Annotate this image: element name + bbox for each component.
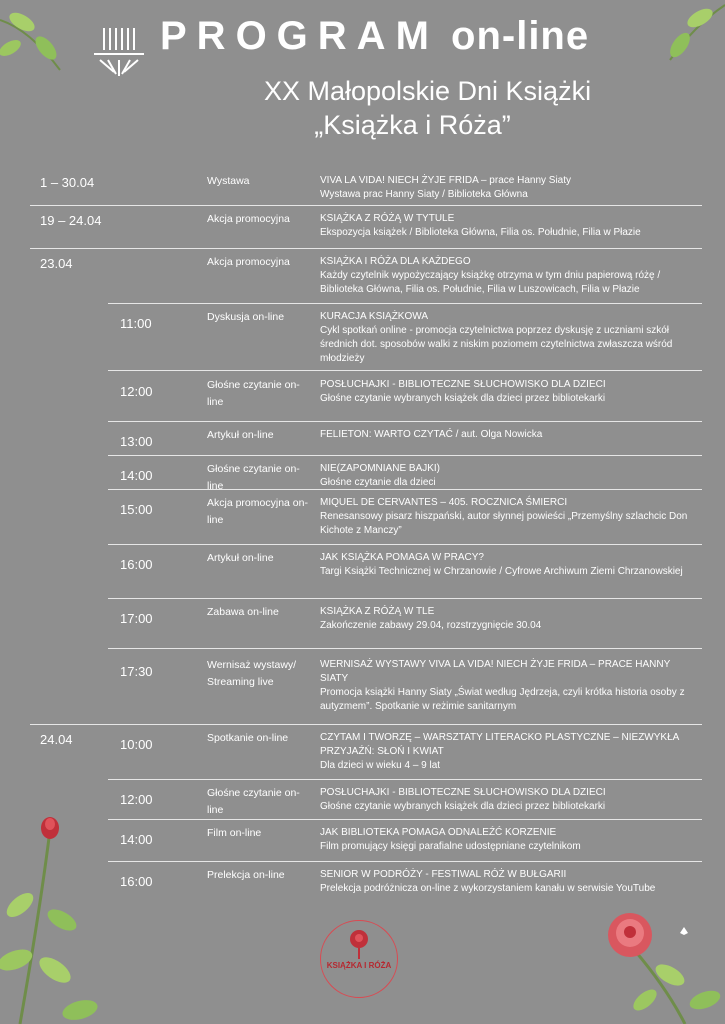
event-type: Dyskusja on-line xyxy=(207,311,285,323)
event-time: 17:00 xyxy=(120,611,153,626)
event-title: SENIOR W PODRÓŻY - FESTIWAL RÓŻ W BUŁGARII xyxy=(320,869,567,880)
event-time: 17:30 xyxy=(120,664,153,679)
row-divider xyxy=(108,421,702,422)
event-type: Artykuł on-line xyxy=(207,429,274,441)
event-type: Artykuł on-line xyxy=(207,552,274,564)
event-title: JAK BIBLIOTEKA POMAGA ODNALEŹĆ KORZENIE xyxy=(320,827,557,838)
rose-icon xyxy=(321,923,397,963)
event-date: 23.04 xyxy=(40,256,73,271)
event-details: Promocja książki Hanny Siaty „Świat według Jędrzeja, czyli krótka historia osoby z autyzmem”. Spotkanie w reżimie sanitarnym xyxy=(320,687,685,712)
event-time: 13:00 xyxy=(120,434,153,449)
event-description xyxy=(320,605,700,633)
event-description xyxy=(320,378,700,406)
event-title: FELIETON: WARTO CZYTAĆ / aut. Olga Nowicka xyxy=(320,429,543,440)
event-description xyxy=(320,174,700,202)
event-details: Ekspozycja książek / Biblioteka Główna, Filia os. Południe, Filia w Płazie xyxy=(320,227,641,238)
event-description xyxy=(320,786,700,814)
row-divider xyxy=(30,724,702,725)
event-type: Prelekcja on-line xyxy=(207,869,285,881)
event-details: Głośne czytanie wybranych książek dla dzieci przez bibliotekarki xyxy=(320,801,606,812)
event-type: Wystawa xyxy=(207,175,250,187)
event-date: 19 – 24.04 xyxy=(40,213,102,228)
event-time: 16:00 xyxy=(120,557,153,572)
event-title: NIE(ZAPOMNIANE BAJKI) xyxy=(320,463,441,474)
event-type: Głośne czytanie on-line xyxy=(207,787,300,816)
event-description xyxy=(320,310,700,366)
event-description xyxy=(320,428,700,442)
page-title xyxy=(160,14,589,59)
rose-decoration-right xyxy=(595,905,725,1024)
event-date: 24.04 xyxy=(40,732,73,747)
row-divider xyxy=(108,819,702,820)
event-description xyxy=(320,255,700,297)
event-time: 11:00 xyxy=(120,316,152,331)
event-title: KSIĄŻKA Z RÓŻĄ W TLE xyxy=(320,606,435,617)
event-time: 16:00 xyxy=(120,874,153,889)
event-time: 12:00 xyxy=(120,384,153,399)
event-title: POSŁUCHAJKI - BIBLIOTECZNE SŁUCHOWISKO DLA DZIECI xyxy=(320,787,606,798)
event-type: Film on-line xyxy=(207,827,262,839)
event-title: JAK KSIĄŻKA POMAGA W PRACY? xyxy=(320,552,484,563)
event-type: Głośne czytanie on-line xyxy=(207,379,300,408)
leaf-decoration-top-left xyxy=(0,0,80,80)
event-details: Zakończenie zabawy 29.04, rozstrzygnięcie 30.04 xyxy=(320,620,542,631)
library-logo-icon xyxy=(90,24,148,82)
event-type: Akcja promocyjna on-line xyxy=(207,497,308,526)
logo-text: KSIĄŻKA I RÓŻA xyxy=(326,961,392,970)
leaf-decoration-top-right xyxy=(655,0,725,70)
event-title: POSŁUCHAJKI - BIBLIOTECZNE SŁUCHOWISKO DLA DZIECI xyxy=(320,379,606,390)
event-description xyxy=(320,551,700,579)
event-time: 15:00 xyxy=(120,502,153,517)
row-divider xyxy=(108,544,702,545)
event-details: Cykl spotkań online - promocja czytelnictwa poprzez dyskusję z uczniami szkół średnich dot. sposobów walki z niskim poziomem czytelnictwa zwłaszcza wśród młodzieży xyxy=(320,325,673,364)
event-description xyxy=(320,731,700,773)
subtitle-event: XX Małopolskie Dni Książki xyxy=(263,76,592,106)
event-details: Dla dzieci w wieku 4 – 9 lat xyxy=(320,760,441,771)
event-time: 14:00 xyxy=(120,832,153,847)
event-title: WERNISAŻ WYSTAWY VIVA LA VIDA! NIECH ŻYJE FRIDA – PRACE HANNY SIATY xyxy=(320,659,671,684)
event-details: Głośne czytanie dla dzieci xyxy=(320,477,436,488)
row-divider xyxy=(108,370,702,371)
event-description xyxy=(320,658,700,714)
row-divider xyxy=(108,648,702,649)
rose-decoration-left xyxy=(0,810,110,1024)
event-description xyxy=(320,212,700,240)
event-details: Wystawa prac Hanny Siaty / Biblioteka Główna xyxy=(320,189,528,200)
event-details: Renesansowy pisarz hiszpański, autor słynnej powieści „Przemyślny szlachcic Don Kichote z Manczy” xyxy=(320,511,688,536)
event-title: MIQUEL DE CERVANTES – 405. ROCZNICA ŚMIERCI xyxy=(320,497,568,508)
event-details: Prelekcja podróżnicza on-line z wykorzystaniem kanału w serwisie YouTube xyxy=(320,883,656,894)
title-online: on-line xyxy=(451,14,590,58)
event-details: Film promujący księgi parafialne udostępniane czytelnikom xyxy=(320,841,581,852)
row-divider xyxy=(30,248,702,249)
row-divider xyxy=(108,861,702,862)
event-type: Spotkanie on-line xyxy=(207,732,289,744)
book-and-rose-logo xyxy=(320,920,398,998)
event-details: Targi Książki Technicznej w Chrzanowie / Cyfrowe Archiwum Ziemi Chrzanowskiej xyxy=(320,566,683,577)
row-divider xyxy=(30,205,702,206)
title-program: PROGRAM xyxy=(160,14,439,58)
event-type: Zabawa on-line xyxy=(207,606,279,618)
event-date: 1 – 30.04 xyxy=(40,175,95,190)
event-type: Głośne czytanie on-line xyxy=(207,463,300,492)
event-title: VIVA LA VIDA! NIECH ŻYJE FRIDA – prace Hanny Siaty xyxy=(320,175,572,186)
event-description xyxy=(320,826,700,854)
event-type: Wernisaż wystawy/ Streaming live xyxy=(207,659,297,688)
row-divider xyxy=(108,303,702,304)
event-time: 14:00 xyxy=(120,468,153,483)
event-title: CZYTAM I TWORZĘ – WARSZTATY LITERACKO PLASTYCZNE – NIEZWYKŁA PRZYJAŹŃ: SŁOŃ I KWIAT xyxy=(320,732,679,757)
event-type: Akcja promocyjna xyxy=(207,213,290,225)
event-type: Akcja promocyjna xyxy=(207,256,290,268)
row-divider xyxy=(108,779,702,780)
subtitle-motto: „Książka i Róża” xyxy=(314,110,511,140)
event-details: Głośne czytanie wybranych książek dla dzieci przez bibliotekarki xyxy=(320,393,606,404)
event-title: KSIĄŻKA Z RÓŻĄ W TYTULE xyxy=(320,213,455,224)
row-divider xyxy=(108,455,702,456)
row-divider xyxy=(108,598,702,599)
event-description xyxy=(320,462,700,490)
event-title: KSIĄŻKA I RÓŻA DLA KAŻDEGO xyxy=(320,256,471,267)
event-title: KURACJA KSIĄŻKOWA xyxy=(320,311,428,322)
event-description xyxy=(320,868,700,896)
event-time: 12:00 xyxy=(120,792,153,807)
event-description xyxy=(320,496,700,538)
event-details: Każdy czytelnik wypożyczający książkę otrzyma w tym dniu papierową różę / Biblioteka Główna, Filia os. Południe, Filia w Luszowicach, Filia w Płazie xyxy=(320,270,661,295)
event-time: 10:00 xyxy=(120,737,153,752)
